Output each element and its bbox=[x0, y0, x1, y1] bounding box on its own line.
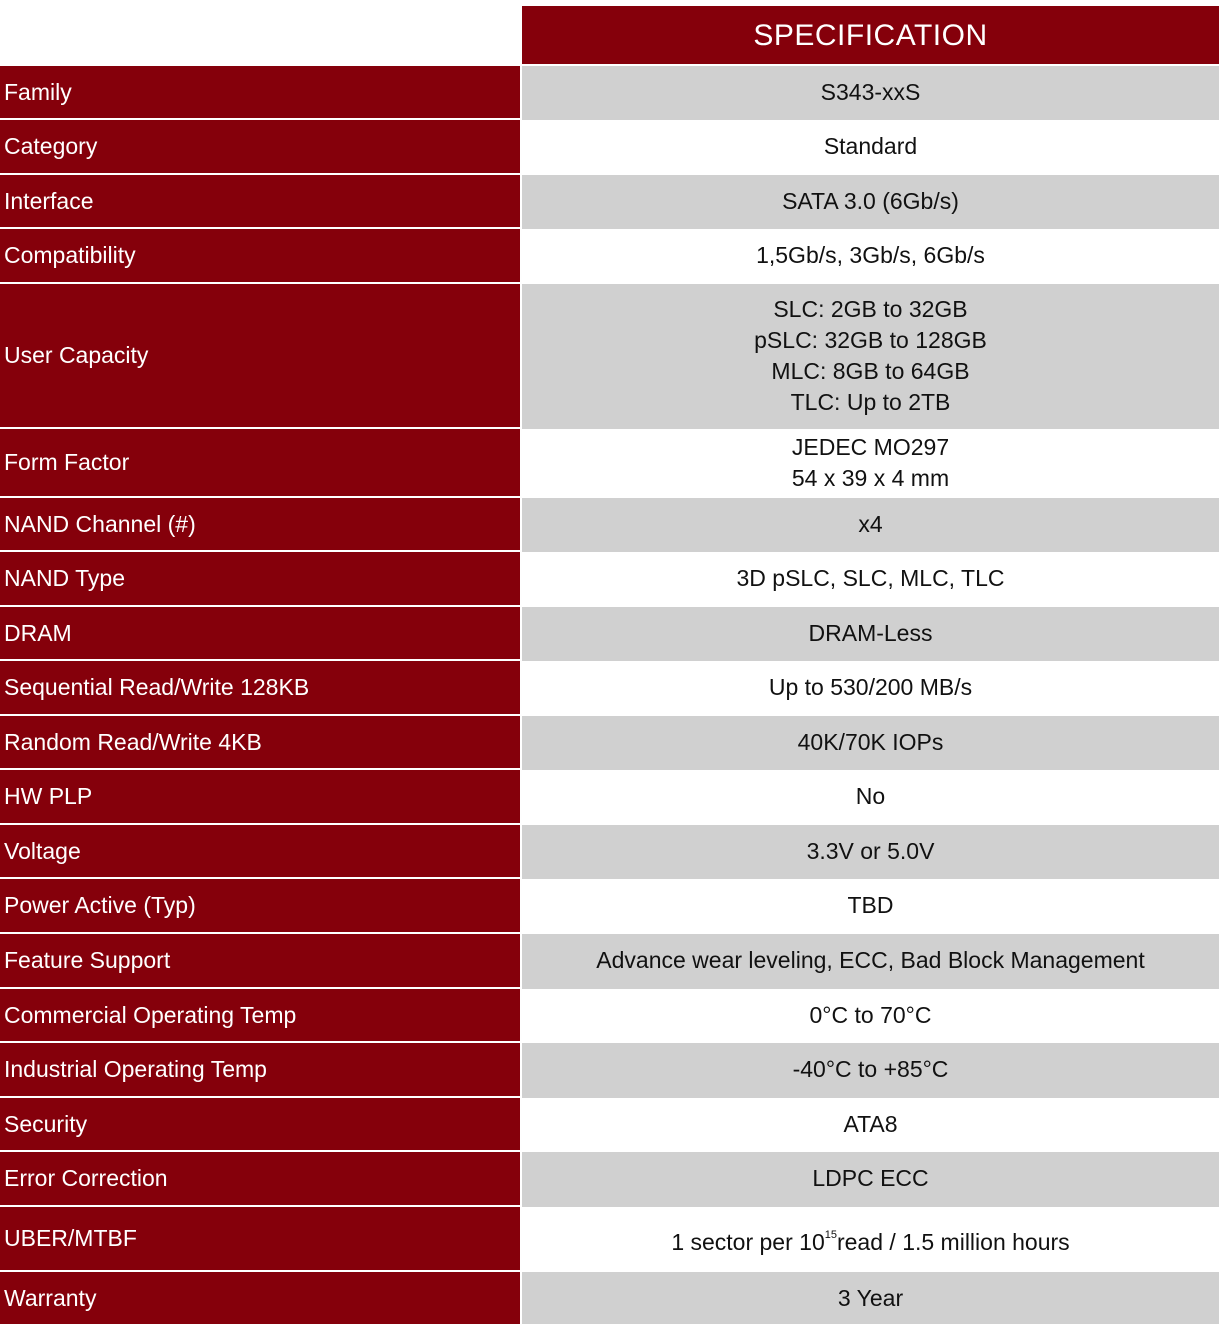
table-row bbox=[0, 605, 1219, 659]
table-row bbox=[0, 768, 1219, 823]
row-value-line: -40°C to +85°C bbox=[792, 1056, 949, 1082]
row-value bbox=[522, 987, 1219, 1041]
row-value bbox=[522, 659, 1219, 714]
row-value bbox=[522, 1150, 1219, 1205]
row-value bbox=[522, 1096, 1219, 1150]
table-row bbox=[0, 1096, 1219, 1150]
row-label: Security bbox=[0, 1096, 520, 1150]
header-row bbox=[0, 6, 1219, 64]
row-label: HW PLP bbox=[0, 768, 520, 823]
row-label: Error Correction bbox=[0, 1150, 520, 1205]
table-row bbox=[0, 823, 1219, 877]
table-row bbox=[0, 932, 1219, 987]
row-value-line: MLC: 8GB to 64GB bbox=[771, 357, 970, 384]
row-label: UBER/MTBF bbox=[0, 1205, 520, 1270]
table-row bbox=[0, 550, 1219, 605]
row-label: User Capacity bbox=[0, 282, 520, 427]
row-label: Random Read/Write 4KB bbox=[0, 714, 520, 768]
row-label: Form Factor bbox=[0, 427, 520, 496]
table-row bbox=[0, 173, 1219, 227]
specification-header: SPECIFICATION bbox=[522, 6, 1219, 64]
row-value-line: TLC: Up to 2TB bbox=[790, 388, 951, 415]
row-value-line: SATA 3.0 (6Gb/s) bbox=[782, 187, 959, 214]
row-value-line: JEDEC MO297 bbox=[791, 433, 950, 460]
row-value bbox=[522, 496, 1219, 550]
row-value bbox=[522, 282, 1219, 427]
row-value-line: 1,5Gb/s, 3Gb/s, 6Gb/s bbox=[756, 242, 985, 268]
row-value bbox=[522, 932, 1219, 987]
row-value bbox=[522, 227, 1219, 282]
table-row bbox=[0, 1205, 1219, 1270]
row-value-line: Advance wear leveling, ECC, Bad Block Management bbox=[596, 947, 1145, 973]
header-blank-cell bbox=[0, 6, 520, 64]
row-label: Sequential Read/Write 128KB bbox=[0, 659, 520, 714]
table-row bbox=[0, 227, 1219, 282]
row-value bbox=[522, 768, 1219, 823]
row-value-line: 3 Year bbox=[837, 1284, 904, 1311]
row-value-line: x4 bbox=[858, 510, 883, 537]
table-row bbox=[0, 987, 1219, 1041]
table-row bbox=[0, 877, 1219, 932]
table-row bbox=[0, 1150, 1219, 1205]
value-text-pre: 1 sector per 10 bbox=[671, 1228, 825, 1255]
row-value bbox=[522, 1041, 1219, 1096]
table-row bbox=[0, 118, 1219, 173]
table-row bbox=[0, 659, 1219, 714]
row-value-line: DRAM-Less bbox=[808, 619, 933, 646]
row-value bbox=[522, 1205, 1219, 1270]
value-text-post: read / 1.5 million hours bbox=[836, 1228, 1070, 1255]
value-exponent: 15 bbox=[824, 1228, 837, 1241]
row-value-line bbox=[671, 1220, 1069, 1258]
row-value-line: 3.3V or 5.0V bbox=[806, 837, 935, 864]
row-value-line: 54 x 39 x 4 mm bbox=[791, 464, 950, 491]
row-label: Warranty bbox=[0, 1270, 520, 1324]
row-label: Commercial Operating Temp bbox=[0, 987, 520, 1041]
row-value-line: LDPC ECC bbox=[812, 1165, 929, 1191]
table-row bbox=[0, 496, 1219, 550]
row-value-line: 3D pSLC, SLC, MLC, TLC bbox=[736, 565, 1005, 591]
row-value-line: Standard bbox=[823, 133, 918, 159]
row-value bbox=[522, 1270, 1219, 1324]
row-value bbox=[522, 823, 1219, 877]
row-value-line: pSLC: 32GB to 128GB bbox=[754, 326, 987, 353]
row-value bbox=[522, 64, 1219, 118]
row-value-line: 40K/70K IOPs bbox=[797, 728, 944, 755]
row-label: NAND Channel (#) bbox=[0, 496, 520, 550]
row-label: NAND Type bbox=[0, 550, 520, 605]
row-label: Feature Support bbox=[0, 932, 520, 987]
row-label: Family bbox=[0, 64, 520, 118]
row-value-line: 0°C to 70°C bbox=[809, 1001, 932, 1028]
row-value bbox=[522, 605, 1219, 659]
row-value-line: S343-xxS bbox=[820, 78, 921, 105]
table-row bbox=[0, 282, 1219, 427]
table-row bbox=[0, 1270, 1219, 1324]
table-row bbox=[0, 1041, 1219, 1096]
row-value bbox=[522, 877, 1219, 932]
row-value-line: ATA8 bbox=[843, 1110, 898, 1137]
table-row bbox=[0, 427, 1219, 496]
row-label: Power Active (Typ) bbox=[0, 877, 520, 932]
row-value-line: Up to 530/200 MB/s bbox=[768, 674, 973, 700]
row-value bbox=[522, 173, 1219, 227]
table-row bbox=[0, 64, 1219, 118]
row-value-line: SLC: 2GB to 32GB bbox=[773, 295, 968, 322]
row-label: Industrial Operating Temp bbox=[0, 1041, 520, 1096]
row-label: Interface bbox=[0, 173, 520, 227]
row-label: Voltage bbox=[0, 823, 520, 877]
row-value bbox=[522, 427, 1219, 496]
row-label: Category bbox=[0, 118, 520, 173]
table-row bbox=[0, 714, 1219, 768]
row-label: DRAM bbox=[0, 605, 520, 659]
row-value-line: No bbox=[855, 783, 886, 809]
row-value bbox=[522, 550, 1219, 605]
row-value bbox=[522, 714, 1219, 768]
row-value bbox=[522, 118, 1219, 173]
row-label: Compatibility bbox=[0, 227, 520, 282]
row-value-line: TBD bbox=[847, 892, 894, 918]
